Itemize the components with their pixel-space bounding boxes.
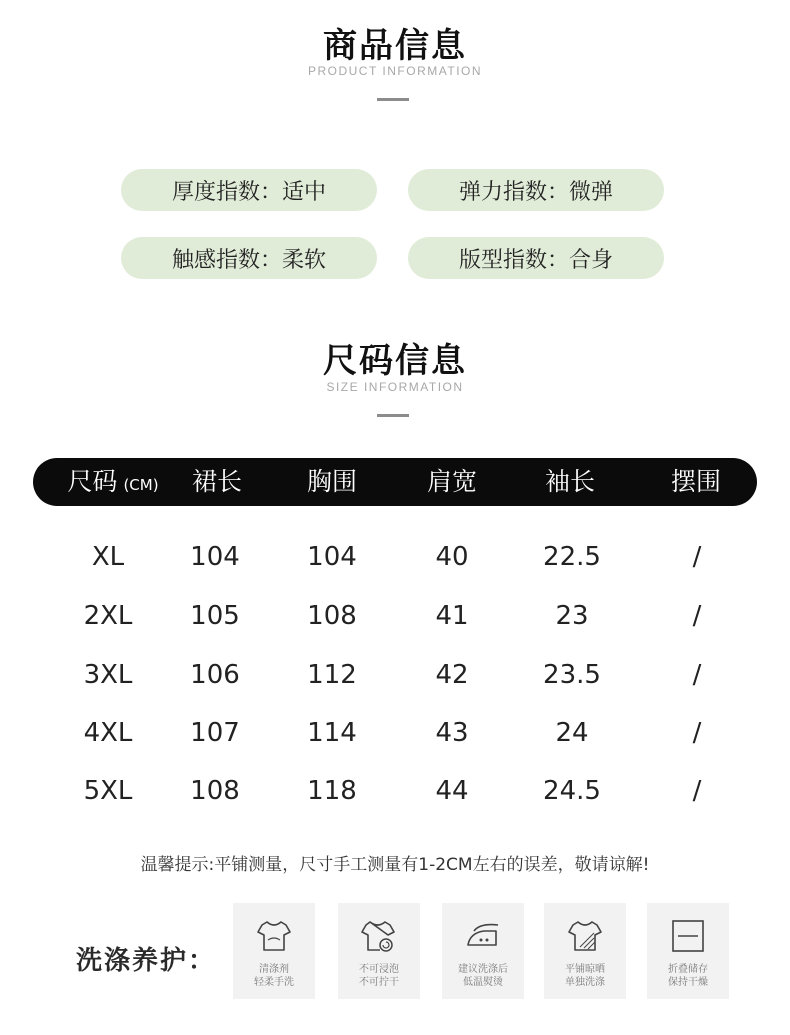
attribute-touch: 触感指数：柔软 bbox=[121, 237, 377, 279]
header-hem: 摆围 bbox=[670, 467, 721, 496]
care-line2: 单独洗涤 bbox=[565, 977, 605, 988]
care-line1: 建议洗涤后 bbox=[458, 964, 508, 975]
cell-shoulder: 42 bbox=[435, 660, 469, 690]
cell-skirt-length: 104 bbox=[190, 542, 240, 572]
care-line2: 轻柔手洗 bbox=[254, 977, 294, 988]
cell-sleeve: 24 bbox=[555, 718, 589, 748]
cell-hem: / bbox=[692, 601, 702, 631]
care-line2: 保持干燥 bbox=[668, 977, 708, 988]
cell-sleeve: 22.5 bbox=[543, 542, 601, 572]
header-skirt-length: 裙长 bbox=[191, 467, 242, 496]
cell-skirt-length: 107 bbox=[190, 718, 240, 748]
header-chest: 胸围 bbox=[306, 467, 357, 496]
attribute-elasticity: 弹力指数：微弹 bbox=[408, 169, 664, 211]
product-info-title: 商品信息 bbox=[323, 26, 467, 66]
cell-hem: / bbox=[692, 660, 702, 690]
cell-sleeve: 23.5 bbox=[543, 660, 601, 690]
cell-chest: 114 bbox=[307, 718, 357, 748]
cell-chest: 118 bbox=[307, 776, 357, 806]
tshirt-icon bbox=[253, 915, 295, 957]
cell-chest: 104 bbox=[307, 542, 357, 572]
iron-icon bbox=[462, 915, 504, 957]
size-info-divider bbox=[377, 414, 409, 417]
product-info-subtitle: PRODUCT INFORMATION bbox=[307, 64, 483, 78]
care-item-hand-wash bbox=[233, 903, 315, 999]
care-line1: 平铺晾晒 bbox=[565, 964, 605, 975]
attribute-thickness: 厚度指数：适中 bbox=[121, 169, 377, 211]
cell-chest: 112 bbox=[307, 660, 357, 690]
no-soak-icon bbox=[358, 915, 400, 957]
header-sleeve: 袖长 bbox=[544, 467, 595, 496]
size-info-title: 尺码信息 bbox=[323, 341, 467, 381]
cell-size: 2XL bbox=[83, 601, 133, 631]
header-size bbox=[53, 458, 173, 506]
cell-shoulder: 44 bbox=[435, 776, 469, 806]
table-row bbox=[33, 537, 757, 577]
cell-sleeve: 24.5 bbox=[543, 776, 601, 806]
cell-skirt-length: 106 bbox=[190, 660, 240, 690]
cell-skirt-length: 105 bbox=[190, 601, 240, 631]
cell-hem: / bbox=[692, 776, 702, 806]
cell-size: 5XL bbox=[83, 776, 133, 806]
product-info-divider bbox=[377, 98, 409, 101]
table-row bbox=[33, 655, 757, 695]
fold-store-icon bbox=[667, 915, 709, 957]
care-item-text bbox=[338, 963, 420, 989]
care-item-text bbox=[647, 963, 729, 989]
care-item-text bbox=[442, 963, 524, 989]
care-item-text bbox=[233, 963, 315, 989]
care-line2: 低温熨烫 bbox=[463, 977, 503, 988]
size-info-subtitle: SIZE INFORMATION bbox=[326, 380, 464, 394]
care-line1: 折叠储存 bbox=[668, 964, 708, 975]
cell-shoulder: 40 bbox=[435, 542, 469, 572]
care-item-flat-dry bbox=[544, 903, 626, 999]
cell-size: XL bbox=[91, 542, 125, 572]
cell-hem: / bbox=[692, 718, 702, 748]
care-line1: 不可浸泡 bbox=[359, 964, 399, 975]
care-item-fold-store bbox=[647, 903, 729, 999]
size-table-header bbox=[33, 458, 757, 506]
care-line1: 清涤剂 bbox=[259, 964, 289, 975]
care-item-text bbox=[544, 963, 626, 989]
care-item-no-soak bbox=[338, 903, 420, 999]
header-size-label: 尺码 bbox=[67, 467, 118, 496]
cell-size: 4XL bbox=[83, 718, 133, 748]
cell-sleeve: 23 bbox=[555, 601, 589, 631]
cell-skirt-length: 108 bbox=[190, 776, 240, 806]
header-size-unit: (CM) bbox=[123, 476, 159, 494]
flat-dry-icon bbox=[564, 915, 606, 957]
cell-size: 3XL bbox=[83, 660, 133, 690]
cell-shoulder: 41 bbox=[435, 601, 469, 631]
cell-hem: / bbox=[692, 542, 702, 572]
header-shoulder: 肩宽 bbox=[426, 467, 477, 496]
cell-chest: 108 bbox=[307, 601, 357, 631]
care-item-iron bbox=[442, 903, 524, 999]
care-line2: 不可拧干 bbox=[359, 977, 399, 988]
table-row bbox=[33, 771, 757, 811]
measurement-note: 温馨提示:平铺测量，尺寸手工测量有1-2CM左右的误差，敬请谅解! bbox=[140, 855, 650, 875]
care-label: 洗涤养护： bbox=[76, 946, 217, 976]
table-row bbox=[33, 713, 757, 753]
table-row bbox=[33, 596, 757, 636]
attribute-fit: 版型指数：合身 bbox=[408, 237, 664, 279]
cell-shoulder: 43 bbox=[435, 718, 469, 748]
